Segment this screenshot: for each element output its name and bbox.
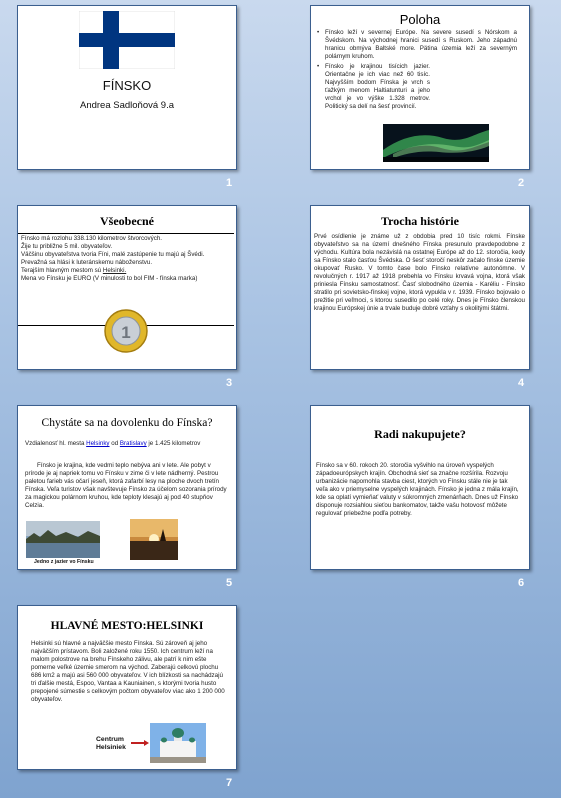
centrum-label: Centrum Helsiniek (96, 736, 126, 751)
cathedral-photo (150, 723, 206, 763)
bratislava-link[interactable]: Bratislavy (119, 440, 147, 447)
slide-6-body: Fínsko sa v 60. rokoch 20. storočia vyšvihlo na úroveň vyspelých západoeurópskych krajín. Obchodná sieť sa značne rozšírila. Rozvoju urbanizácie napomohla stavba ciest, ktorých vo Fínsku stále nie je tak veľa ako v priemyselne vyspelých krajinách. Fínsko je jedna z mála krajín, kde sa oplatí vymieňať valuty v súkromných zmenárňach. Dnes už Fínsko disponuje rozsiahlou sieťou bankomatov, takže vašu hotovosť môžete regulovať priebežne podľa potreby. (316, 462, 519, 517)
finland-flag-image (79, 11, 175, 69)
aurora-photo (383, 124, 489, 162)
slide-4-title: Trocha histórie (381, 214, 459, 228)
slide-thumbnail-2[interactable] (310, 5, 530, 170)
svg-text:1: 1 (121, 323, 131, 342)
bullet-text: Fínsko je krajinou tisícich jazier. Orientačne je ich viac než 60 tisíc. Najvyšším bodom Fínska je vrch s ťažkým menom Haltiatunturi a jeho vrchol je vo výške 1.328 metrov. Politický sa delí na šesť provincií. (325, 63, 430, 110)
slide-7-title: HLAVNÉ MESTO:HELSINKI (50, 620, 204, 632)
lake-photo (26, 521, 100, 558)
slide-number-3: 3 (226, 377, 233, 389)
helsinki-link[interactable]: Helsinky (86, 440, 110, 447)
slide-number-4: 4 (518, 377, 525, 389)
slide-number-6: 6 (518, 577, 525, 589)
info-line: Fínsko má rozlohu 338.130 kilometrov štvorcových. (21, 235, 162, 242)
slide-3-body (21, 235, 231, 283)
slide-number-1: 1 (226, 177, 233, 189)
slide-5-body: Fínsko je krajina, kde vedmi teplo nebýva ani v lete. Ale pobyt v prírode je aj napriek tomu vo Fínsku v zime či v lete nádherný. Pestrou paletou farieb vás očarí jeseň, ktorá zafarbí lesy na ploche dvoch tretín Fínska. Veľa turistov však navštevuje Fínsko za účelom sozorania prírody za magickou polárnom kruhou, kde teploty klesajú aj pod 40 stupňov Celzia. (25, 462, 227, 509)
slide-6-title: Radi nakupujete? (374, 427, 466, 441)
info-line: Mena vo Fínsku je EURO (V minulosti to bol FIM - fínska marka) (21, 275, 198, 282)
slide-thumbnail-3[interactable] (17, 205, 237, 370)
slide-5-distance: Vzdialenosť hl. mesta Helsinky od Bratislavy je 1.425 kilometrov (25, 440, 201, 447)
bullet-item (317, 63, 517, 111)
slide-1-subtitle: Andrea Sadloňová 9.a (79, 100, 175, 111)
bullet-text: Fínsko leží v severnej Európe. Na severe susedí s Nórskom a Švédskom. Na východnej hranici susedí s Ruskom. Jeho západnú hranicu obmýva Baltské more. Pätina územia leží za severným polárnym kruhom. (325, 29, 517, 60)
bullet-icon: • (317, 63, 320, 70)
slide-thumbnail-4[interactable] (310, 205, 530, 370)
slide-thumbnail-6[interactable] (310, 405, 530, 570)
info-line: Terajším hlavným mestom sú Helsinki. (21, 267, 127, 274)
lake-caption: Jedno z jazier vo Fínsku (34, 559, 94, 565)
slide-thumbnail-1[interactable] (17, 5, 237, 170)
euro-coin-image (104, 309, 148, 353)
slide-1-title: FÍNSKO (102, 78, 152, 93)
info-line: Žije tu približne 5 mil. obyvateľov. (21, 243, 113, 250)
slide-5-title: Chystáte sa na dovolenku do Fínska? (41, 417, 213, 429)
info-line: Väčšinu obyvateľstva tvoria Fíni, malé zastúpenie tu majú aj Švédi. Prevažná sa hlási k luteránskemu náboženstvu. (21, 251, 205, 266)
slide-4-body: Prvé osídlenie je známe už z obdobia pred 10 tisíc rokmi. Fínske obyvateľstvo sa na území dnešného Fínska presunulo pravdepodobne z východu. Kultúra bola nezávislá na ostatnej Európe až do 12. storočia, kedy sa Fínsko stalo časťou Švédska. O šesť storočí neskôr začalo fínske územie okupovať Rusko. V tomto čase bolo Fínsko relatívne autonómne. V revolučných r. 1917 až 1918 prebehla vo Fínsku krvavá vojna, ktorá však priniesla Fínsku samostatnosť. Časť slobodného územia - Karéliu - Fínsko stratilo pri sovietsko-fínskej vojne, ktorá vypukla v r. 1939. Fínsko bojovalo o prežitie pri veľmoci, s ktorou susedilo po celé roky. Dnes je Fínsko členskou krajinou Európskej únie a trvale buduje dobré vzťahy s okolitými štátmi. (314, 233, 525, 312)
slide-2-title: Poloha (399, 12, 441, 27)
slide-7-body: Helsinki sú hlavné a najväčšie mesto Fínska. Sú zároveň aj jeho najväčším prístavom. Boli založené roku 1550. Ich centrum leží na malom polostrove na brehu Fínskeho zálivu, ale patrí k nim ešte pomerne veľké územie smerom na východ. Zaberajú celkovú plochu 686 km2 a majú asi 560 000 obyvateľov. V ich blízkosti sa nachádzajú tri ďalšie mestá, Espoo, Vantaa a Kauniainen, s ktorými tvoria husto prepojené súmestie s celkovým počtom obyvateľov viac ako 1 200 000 obyvateľov. (31, 640, 225, 703)
slide-thumbnail-5[interactable] (17, 405, 237, 570)
bullet-icon: • (317, 29, 320, 36)
bullet-item (317, 29, 517, 61)
slide-number-7: 7 (226, 777, 233, 789)
sunset-photo (130, 519, 178, 560)
slide-number-5: 5 (226, 577, 233, 589)
slide-number-2: 2 (518, 177, 525, 189)
slide-thumbnail-7[interactable] (17, 605, 237, 770)
slide-2-bullets (317, 29, 517, 111)
arrow-right-icon (131, 740, 149, 746)
slide-3-title: Všeobecné (100, 214, 154, 228)
